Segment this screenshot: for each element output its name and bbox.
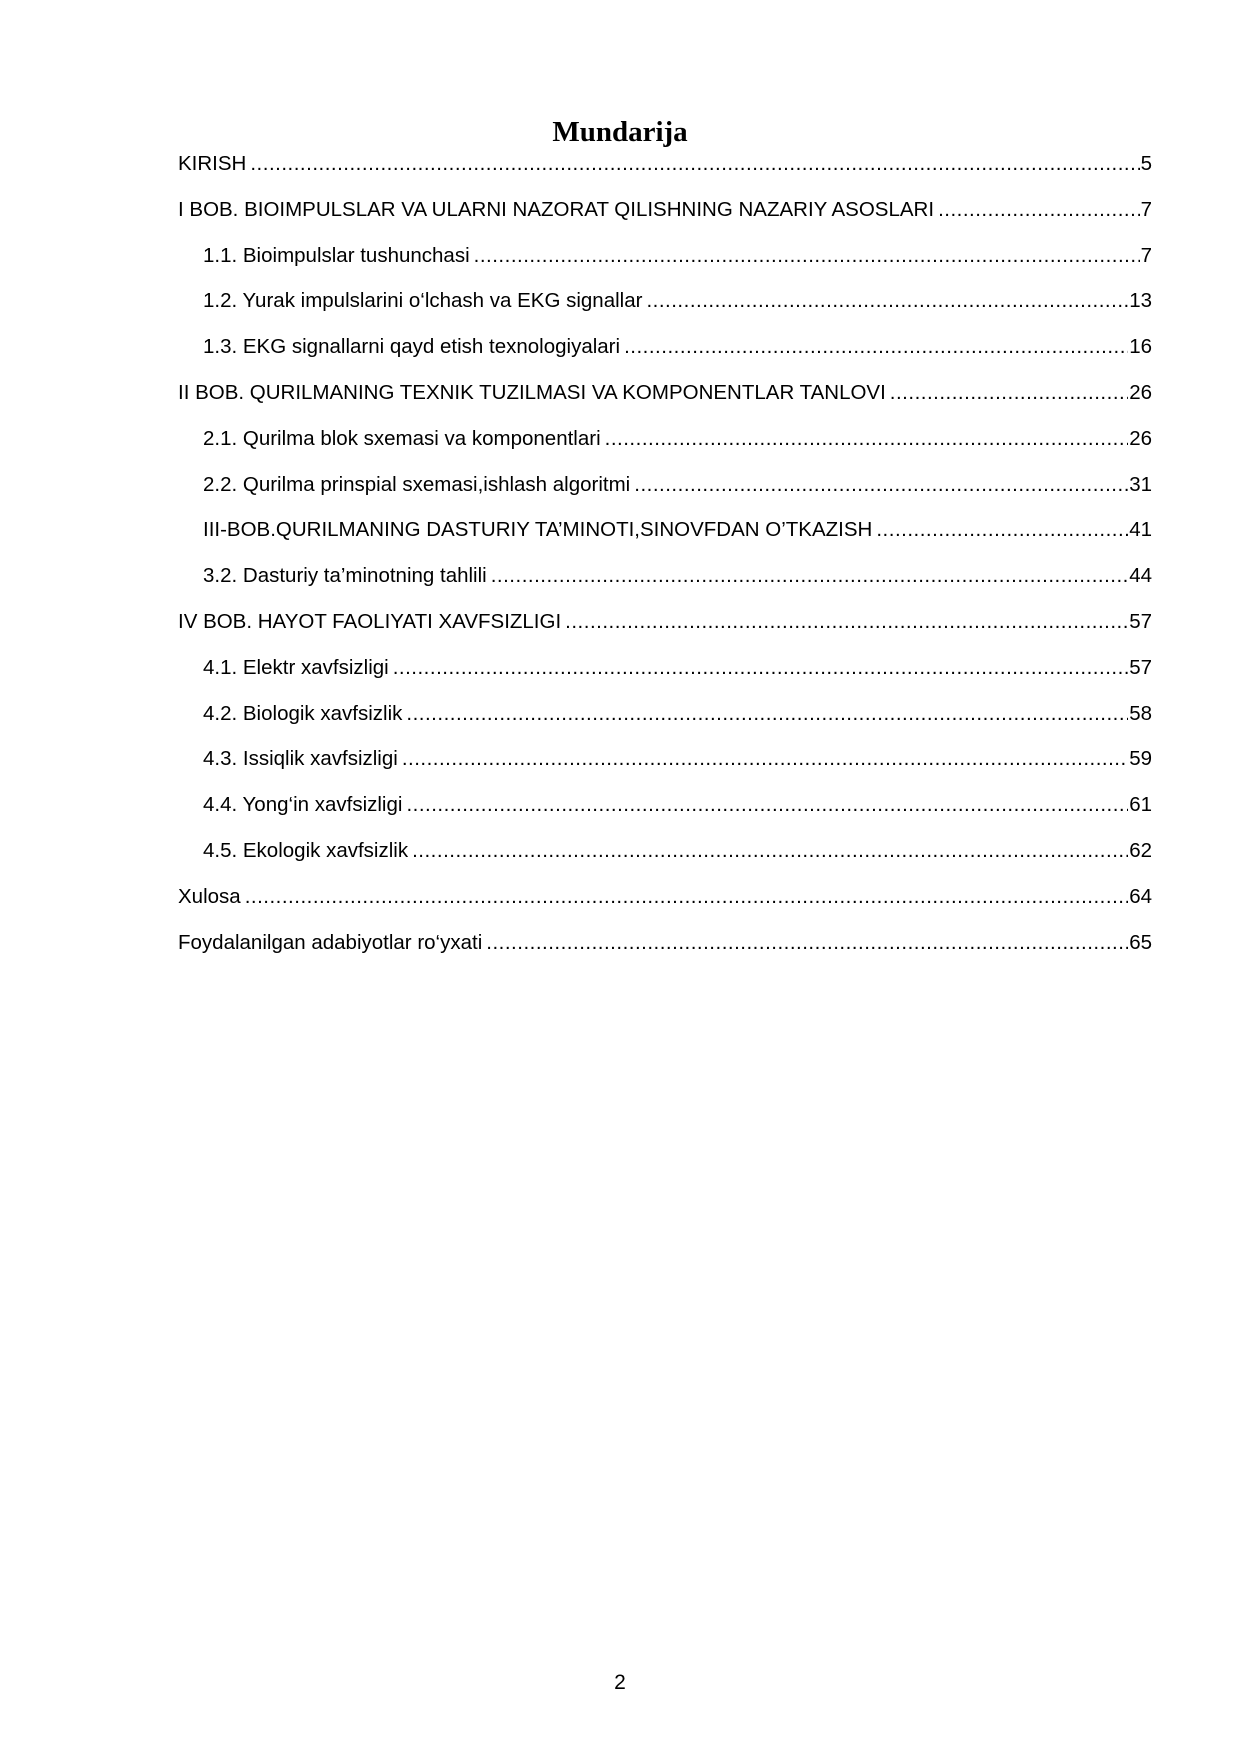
toc-entry-title: 4.3. Issiqlik xavfsizligi (203, 747, 398, 771)
toc-entry-page-number: 62 (1129, 839, 1152, 862)
toc-dot-leader (605, 424, 1129, 454)
toc-entry-title: 1.2. Yurak impulslarini o‘lchash va EKG signallar (203, 289, 643, 313)
toc-entry[interactable] (203, 790, 1152, 820)
toc-dot-leader (245, 882, 1129, 912)
toc-entry-title: 1.1. Bioimpulslar tushunchasi (203, 243, 470, 267)
toc-entry-page-number: 16 (1129, 335, 1152, 359)
toc-entry-page-number: 26 (1129, 426, 1152, 450)
toc-entry-page-number: 57 (1129, 610, 1152, 633)
toc-entry-page-number: 61 (1129, 793, 1152, 817)
toc-dot-leader (938, 195, 1140, 225)
toc-entry-title: 4.1. Elektr xavfsizligi (203, 655, 389, 679)
toc-entry-title: I BOB. BIOIMPULSLAR VA ULARNI NAZORAT QILISHNING NAZARIY ASOSLARI (178, 197, 935, 221)
toc-entry-page-number: 44 (1129, 564, 1152, 588)
toc-dot-leader (890, 378, 1128, 408)
toc-entry-title: 3.2. Dasturiy ta’minotning tahlili (203, 564, 487, 588)
toc-entry[interactable] (203, 241, 1152, 271)
toc-entry-page-number: 58 (1129, 701, 1152, 725)
toc-entry[interactable] (203, 561, 1152, 591)
toc-entry-title: II BOB. QURILMANING TEXNIK TUZILMASI VA KOMPONENTLAR TANLOVI (178, 381, 886, 404)
toc-entry-title: Foydalanilgan adabiyotlar ro‘yxati (178, 930, 483, 954)
toc-entry[interactable] (203, 744, 1152, 774)
toc-dot-leader (250, 149, 1139, 179)
toc-dot-leader (876, 515, 1128, 545)
toc-dot-leader (474, 241, 1140, 271)
toc-dot-leader (646, 286, 1128, 316)
toc-dot-leader (406, 699, 1128, 729)
toc-entry-title: IV BOB. HAYOT FAOLIYATI XAVFSIZLIGI (178, 610, 562, 633)
toc-dot-leader (565, 607, 1128, 637)
toc-entry-title: KIRISH (178, 152, 247, 175)
page-number: 2 (614, 1671, 626, 1694)
toc-entry-page-number: 5 (1140, 152, 1152, 175)
toc-entry-page-number: 13 (1129, 289, 1152, 313)
toc-entry[interactable] (203, 699, 1152, 729)
toc-entry-page-number: 65 (1129, 930, 1152, 954)
toc-entry-page-number: 7 (1140, 243, 1152, 267)
toc-entry-page-number: 57 (1129, 655, 1152, 679)
toc-dot-leader (491, 561, 1128, 591)
toc-entry[interactable] (178, 928, 1152, 958)
toc-dot-leader (393, 653, 1128, 683)
toc-entry[interactable] (178, 607, 1152, 637)
toc-entry[interactable] (203, 332, 1152, 362)
toc-entry[interactable] (203, 836, 1152, 866)
toc-entry-title: Xulosa (178, 884, 241, 908)
toc-entry[interactable] (178, 882, 1152, 912)
toc-entry-page-number: 41 (1129, 518, 1152, 542)
toc-entry-title: 2.2. Qurilma prinspial sxemasi,ishlash algoritmi (203, 472, 631, 496)
toc-entry-page-number: 31 (1129, 472, 1152, 496)
page-title: Mundarija (552, 116, 688, 148)
toc-entry[interactable] (203, 470, 1152, 500)
toc-dot-leader (634, 470, 1128, 500)
toc-entry[interactable] (178, 195, 1152, 225)
toc-entry-title: III-BOB.QURILMANING DASTURIY TA’MINOTI,SINOVFDAN O’TKAZISH (203, 518, 873, 542)
toc-entry[interactable] (178, 378, 1152, 408)
toc-entry-title: 4.4. Yong‘in xavfsizligi (203, 793, 403, 817)
toc-entry[interactable] (203, 515, 1152, 545)
toc-dot-leader (412, 836, 1128, 866)
toc-entry[interactable] (203, 653, 1152, 683)
toc-dot-leader (406, 790, 1128, 820)
toc-entry[interactable] (178, 149, 1152, 179)
toc-entry-page-number: 59 (1129, 747, 1152, 771)
toc-dot-leader (402, 744, 1128, 774)
toc-entry-title: 2.1. Qurilma blok sxemasi va komponentlari (203, 426, 601, 450)
toc-entry-page-number: 64 (1129, 884, 1152, 908)
toc-entry-title: 1.3. EKG signallarni qayd etish texnologiyalari (203, 335, 621, 359)
toc-entry[interactable] (203, 286, 1152, 316)
toc-entry-title: 4.2. Biologik xavfsizlik (203, 701, 403, 725)
toc-entry-page-number: 26 (1129, 381, 1152, 404)
toc-entry-title: 4.5. Ekologik xavfsizlik (203, 839, 409, 862)
toc-entry-page-number: 7 (1140, 197, 1152, 221)
toc-dot-leader (486, 928, 1128, 958)
toc-entry[interactable] (203, 424, 1152, 454)
toc-dot-leader (624, 332, 1128, 362)
